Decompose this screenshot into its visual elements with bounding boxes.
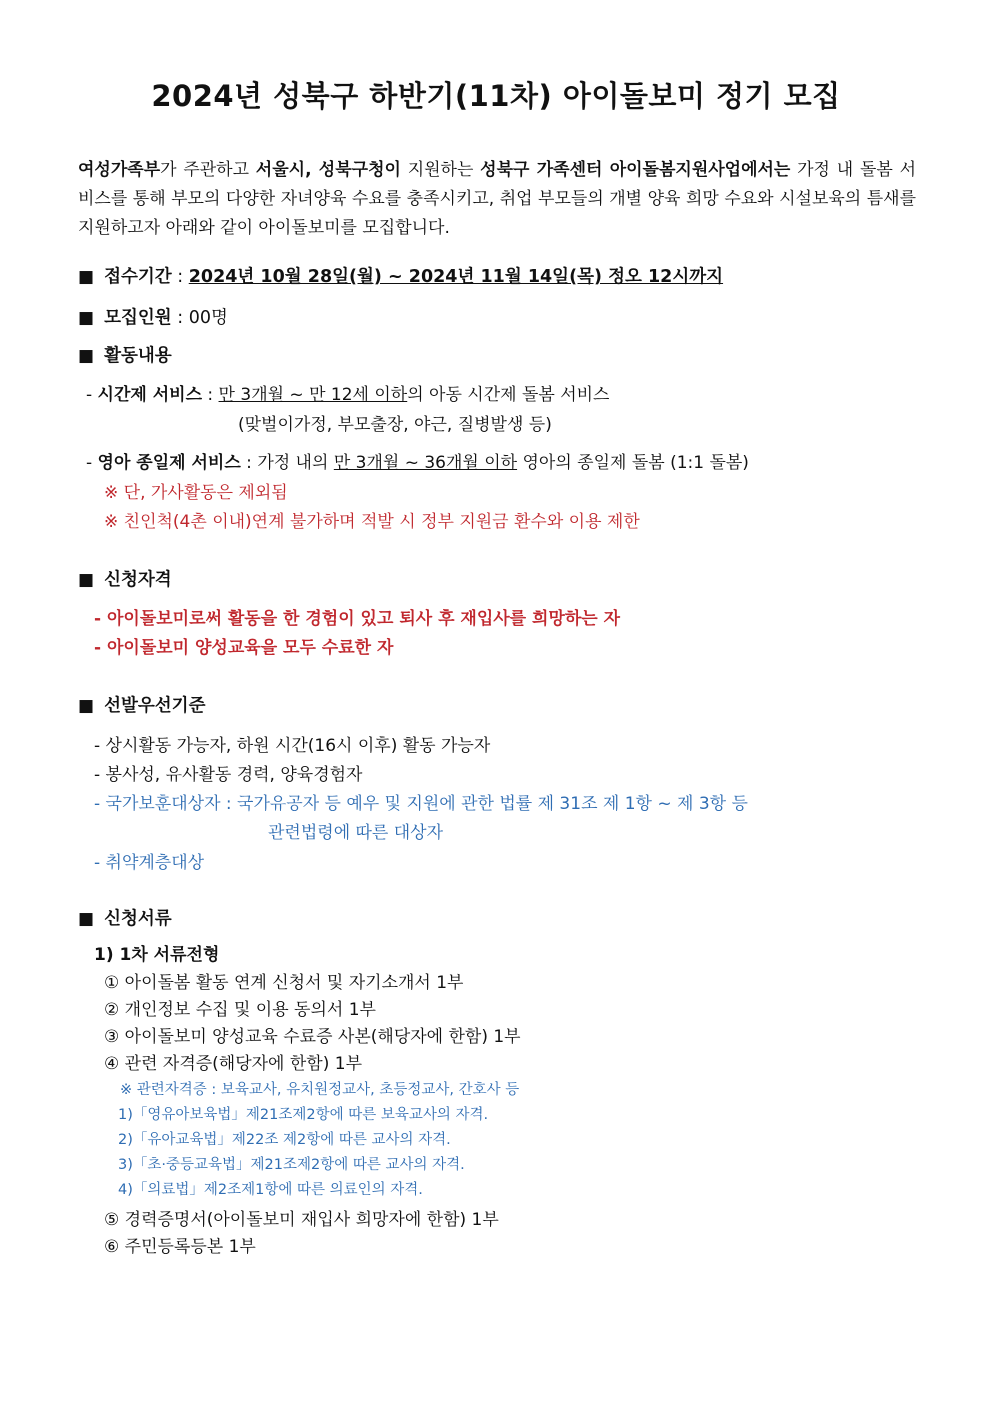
priority-veteran-label: - 국가보훈대상자 : <box>94 794 238 814</box>
activity-hourly-age: 만 3개월 ~ 만 12세 이하 <box>218 385 408 405</box>
document-item: ③ 아이돌보미 양성교육 수료증 사본(해당자에 한함) 1부 <box>104 1027 521 1047</box>
activity-hourly <box>86 380 609 405</box>
activity-full-pre: 가정 내의 <box>257 453 334 473</box>
intro-ministry: 여성가족부 <box>78 160 161 180</box>
section-recruit <box>78 304 228 329</box>
cert-item: 4)「의료법」제2조제1항에 따른 의료인의 자격. <box>118 1182 423 1198</box>
cert-item: 2)「유아교육법」제22조 제2항에 따른 교사의 자격. <box>118 1132 451 1148</box>
reception-value: 2024년 10월 28일(월) ~ 2024년 11월 14일(목) 정오 12시까지 <box>188 267 724 287</box>
section-eligibility <box>78 566 172 591</box>
document-item: ④ 관련 자격증(해당자에 한함) 1부 <box>104 1054 362 1074</box>
cert-item: 1)「영유아보육법」제21조제2항에 따른 보육교사의 자격. <box>118 1107 489 1123</box>
priority-veteran-law: 국가유공자 등 예우 및 지원에 관한 법률 제 31조 제 1항 ~ 제 3항 등 <box>237 794 748 814</box>
recruit-sep: : <box>171 308 189 328</box>
activity-fullday <box>86 448 749 473</box>
activity-hourly-rest: 의 아동 시간제 돌봄 서비스 <box>407 385 610 405</box>
priority-veteran <box>94 789 748 814</box>
cert-note: ※ 관련자격증 : 보육교사, 유치원정교사, 초등정교사, 간호사 등 <box>120 1082 520 1098</box>
activity-full-age: 만 3개월 ~ 36개월 이하 <box>333 453 518 473</box>
activity-full-label: 영아 종일제 서비스 <box>97 453 241 473</box>
intro-text-3: 가정 내 돌봄 서비스를 통해 부모의 다양한 자녀양육 수요를 충족시키고, 취업 부모들의 개별 양육 희망 수요와 시설보육의 틈새를 지원하고자 아래와 같이 아이돌보미를 모집합니다. <box>78 160 916 238</box>
intro-center: 성북구 가족센터 아이돌봄지원사업에서는 <box>480 160 791 180</box>
eligibility-item: - 아이돌보미로써 활동을 한 경험이 있고 퇴사 후 재입사를 희망하는 자 <box>94 609 621 629</box>
section-activity <box>78 342 172 367</box>
page-title: 2024년 성북구 하반기(11차) 아이돌보미 정기 모집 <box>151 79 841 113</box>
priority-veteran-line2: 관련법령에 따른 대상자 <box>268 823 444 843</box>
priority-label: 선발우선기준 <box>104 696 206 716</box>
document-item: ⑤ 경력증명서(아이돌보미 재입사 희망자에 한함) 1부 <box>104 1210 499 1230</box>
document-item: ② 개인정보 수집 및 이용 동의서 1부 <box>104 1000 376 1020</box>
eligibility-label: 신청자격 <box>104 570 172 590</box>
activity-label: 활동내용 <box>104 346 172 366</box>
intro-sponsors: 서울시, 성북구청이 <box>255 160 401 180</box>
eligibility-item: - 아이돌보미 양성교육을 모두 수료한 자 <box>94 638 394 658</box>
activity-full-rest: 영아의 종일제 돌봄 (1:1 돌봄) <box>517 453 749 473</box>
cert-item: 3)「초·중등교육법」제21조제2항에 따른 교사의 자격. <box>118 1157 465 1173</box>
bullet-square-icon: ■ <box>78 346 95 366</box>
priority-item: - 봉사성, 유사활동 경력, 양육경험자 <box>94 765 363 785</box>
activity-note-housework: ※ 단, 가사활동은 제외됨 <box>104 483 288 503</box>
activity-hourly-sep: : <box>202 385 219 405</box>
documents-label: 신청서류 <box>104 909 172 929</box>
bullet-square-icon: ■ <box>78 570 95 590</box>
priority-vulnerable: - 취약계층대상 <box>94 853 205 873</box>
bullet-square-icon: ■ <box>78 909 95 929</box>
activity-full-sep: : <box>240 453 258 473</box>
activity-hourly-examples: (맞벌이가정, 부모출장, 야근, 질병발생 등) <box>238 415 552 435</box>
bullet-square-icon: ■ <box>78 267 95 287</box>
priority-item: - 상시활동 가능자, 하원 시간(16시 이후) 활동 가능자 <box>94 736 491 756</box>
section-reception <box>78 263 723 288</box>
documents-stage: 1) 1차 서류전형 <box>94 945 220 965</box>
recruit-label: 모집인원 <box>104 308 172 328</box>
activity-note-relatives: ※ 친인척(4촌 이내)연계 불가하며 적발 시 정부 지원금 환수와 이용 제한 <box>104 512 640 532</box>
reception-label: 접수기간 <box>104 267 172 287</box>
activity-full-dash: - <box>86 453 98 473</box>
activity-hourly-dash: - <box>86 385 98 405</box>
intro-paragraph <box>78 156 916 243</box>
activity-hourly-label: 시간제 서비스 <box>97 385 202 405</box>
reception-sep: : <box>171 267 189 287</box>
intro-text-2: 지원하는 <box>400 160 481 180</box>
recruit-value: 00명 <box>188 308 228 328</box>
bullet-square-icon: ■ <box>78 308 95 328</box>
section-priority <box>78 692 206 717</box>
section-documents <box>78 905 172 930</box>
bullet-square-icon: ■ <box>78 696 95 716</box>
document-item: ⑥ 주민등록등본 1부 <box>104 1237 256 1257</box>
document-item: ① 아이돌봄 활동 연계 신청서 및 자기소개서 1부 <box>104 973 464 993</box>
intro-text-1: 가 주관하고 <box>160 160 256 180</box>
